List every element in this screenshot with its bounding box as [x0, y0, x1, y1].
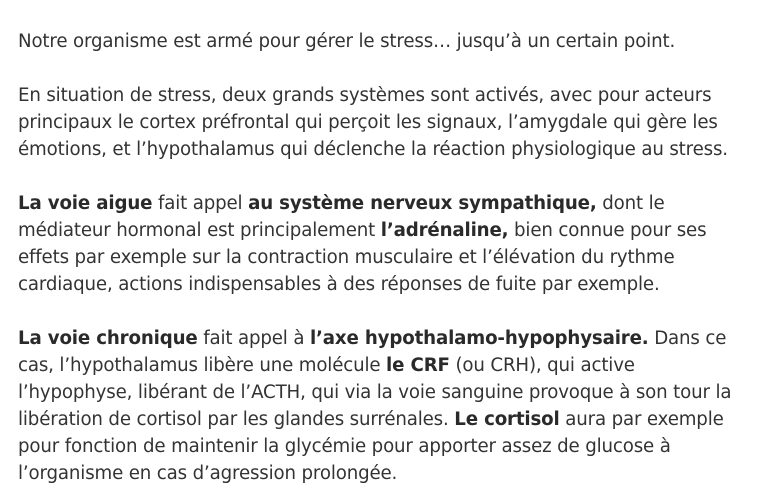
paragraph-intro-text: Notre organisme est armé pour gérer le stress… jusqu’à un certain point. [18, 31, 676, 52]
paragraph-stress-systems-text: En situation de stress, deux grands systèmes sont activés, avec pour acteurs principaux le cortex préfrontal qui perçoit les signaux, l’amygdale qui gère les émotions, et l’hypothalamus qui déclenche la réaction physiologique au stress. [18, 85, 728, 160]
cortisol-term: Le cortisol [454, 409, 560, 430]
chronic-text-1: fait appel à [197, 328, 310, 349]
crf-term: le CRF [386, 355, 450, 376]
paragraph-stress-systems [18, 82, 734, 163]
chronic-text-3: (ou CRH), qui active l’hypophyse, libérant de l’ACTH, qui via la voie sanguine provoque à son tour la libération de cortisol par les glandes surrénales. [18, 355, 732, 430]
chronic-text-2: Dans ce cas, l’hypothalamus libère une molécule [18, 328, 727, 376]
acute-text-3: bien connue pour ses effets par exemple sur la contraction musculaire et l’élévation du rythme cardiaque, actions indispensables à des réponses de fuite par exemple. [18, 220, 707, 295]
paragraph-chronic-pathway [18, 325, 734, 487]
sympathetic-system-term: au système nerveux sympathique, [248, 193, 597, 214]
acute-pathway-term: La voie aigue [18, 193, 153, 214]
adrenaline-term: l’adrénaline, [380, 220, 509, 241]
acute-text-2: dont le médiateur hormonal est principalement [18, 193, 665, 241]
acute-text-1: fait appel [152, 193, 249, 214]
paragraph-acute-pathway [18, 190, 734, 298]
paragraph-intro [18, 28, 734, 55]
chronic-pathway-term: La voie chronique [18, 328, 198, 349]
chronic-text-4: aura par exemple pour fonction de maintenir la glycémie pour apporter assez de glucose à l’organisme en cas d’agression prolongée. [18, 409, 724, 484]
hpa-axis-term: l’axe hypothalamo-hypophysaire. [309, 328, 649, 349]
